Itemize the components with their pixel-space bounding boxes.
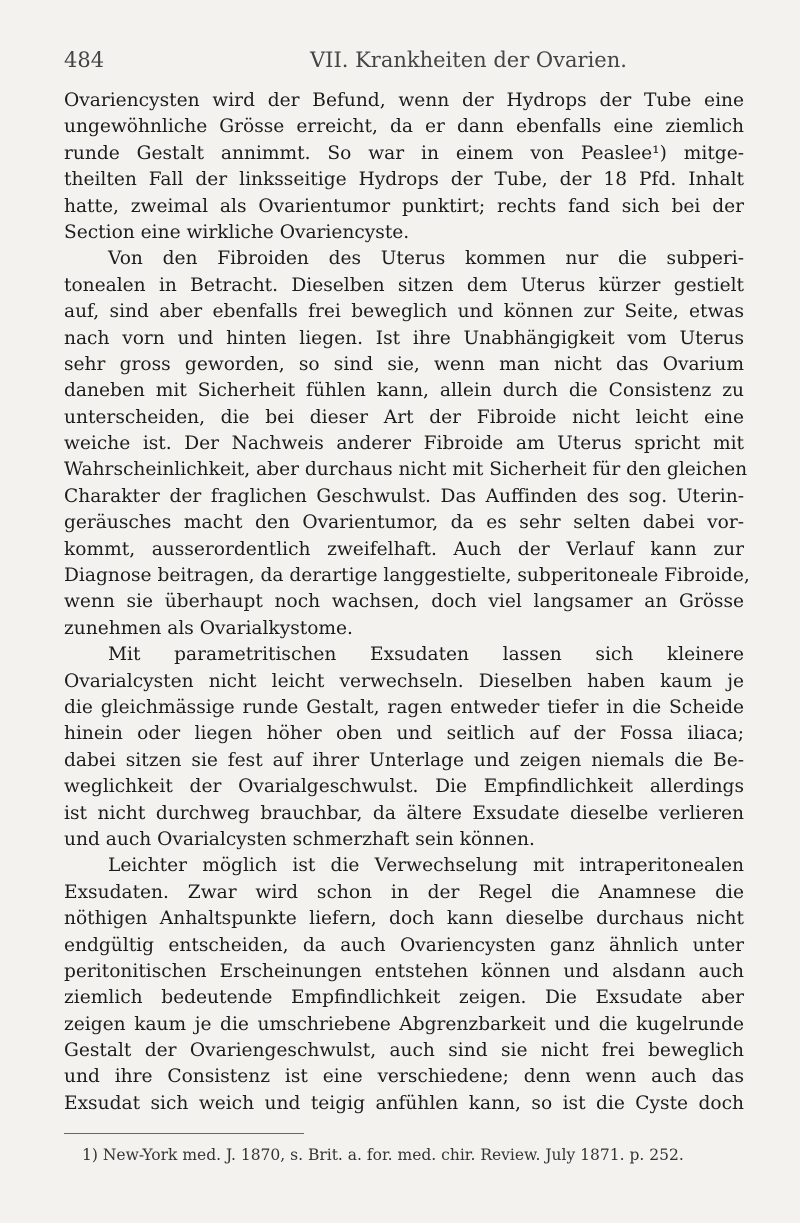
text-line: hatte, zweimal als Ovarientumor punktirt; rechts fand sich bei der xyxy=(64,195,744,217)
text-line: runde Gestalt annimmt. So war in einem von Peaslee¹) mitge- xyxy=(64,142,744,164)
text-line: Von den Fibroiden des Uterus kommen nur die subperi- xyxy=(108,248,744,270)
text-line: Exsudaten. Zwar wird schon in der Regel die Anamnese die xyxy=(64,881,744,903)
text-line: auf, sind aber ebenfalls frei beweglich und können zur Seite, etwas xyxy=(64,301,744,323)
text-line: Charakter der fraglichen Geschwulst. Das Auffinden des sog. Uterin- xyxy=(64,485,744,507)
footnote-divider xyxy=(64,1133,304,1134)
body-text xyxy=(64,88,750,1117)
text-line: ungewöhnliche Grösse erreicht, da er dann ebenfalls eine ziemlich xyxy=(64,116,744,138)
text-line: weiche ist. Der Nachweis anderer Fibroide am Uterus spricht mit xyxy=(64,433,744,455)
text-line: endgültig entscheiden, da auch Ovariencysten ganz ähnlich unter xyxy=(64,934,744,956)
text-line: sehr gross geworden, so sind sie, wenn man nicht das Ovarium xyxy=(64,353,744,375)
text-line: Gestalt der Ovariengeschwulst, auch sind sie nicht frei beweglich xyxy=(64,1040,744,1062)
text-line: unterscheiden, die bei dieser Art der Fibroide nicht leicht eine xyxy=(64,406,744,428)
page-header xyxy=(64,48,744,78)
page-number: 484 xyxy=(64,48,105,72)
text-line: Ovariencysten wird der Befund, wenn der Hydrops der Tube eine xyxy=(64,90,744,111)
text-line: wenn sie überhaupt noch wachsen, doch viel langsamer an Grösse xyxy=(64,591,744,613)
text-line: nach vorn und hinten liegen. Ist ihre Unabhängigkeit vom Uterus xyxy=(64,327,744,349)
text-line: dabei sitzen sie fest auf ihrer Unterlage und zeigen niemals die Be- xyxy=(64,749,744,771)
text-line: ziemlich bedeutende Empfindlichkeit zeigen. Die Exsudate aber xyxy=(64,987,744,1009)
text-line: zunehmen als Ovarialkystome. xyxy=(64,617,353,639)
text-line: hinein oder liegen höher oben und seitlich auf der Fossa iliaca; xyxy=(64,723,744,745)
text-line: Ovarialcysten nicht leicht verwechseln. Dieselben haben kaum je xyxy=(64,670,744,692)
text-line: Wahrscheinlichkeit, aber durchaus nicht mit Sicherheit für den gleichen xyxy=(64,459,748,481)
text-line: ist nicht durchweg brauchbar, da ältere Exsudate dieselbe verlieren xyxy=(64,802,744,824)
text-line: Mit parametritischen Exsudaten lassen sich kleinere xyxy=(108,644,744,666)
text-line: und ihre Consistenz ist eine verschiedene; denn wenn auch das xyxy=(64,1066,744,1088)
text-line: zeigen kaum je die umschriebene Abgrenzbarkeit und die kugelrunde xyxy=(64,1013,744,1035)
text-line: daneben mit Sicherheit fühlen kann, allein durch die Consistenz zu xyxy=(64,380,744,402)
text-line: Section eine wirkliche Ovariencyste. xyxy=(64,221,410,243)
text-line: tonealen in Betracht. Dieselben sitzen dem Uterus kürzer gestielt xyxy=(64,274,744,296)
text-line: kommt, ausserordentlich zweifelhaft. Auch der Verlauf kann zur xyxy=(64,538,744,560)
text-line: nöthigen Anhaltspunkte liefern, doch kann dieselbe durchaus nicht xyxy=(64,908,744,930)
text-line: geräusches macht den Ovarientumor, da es sehr selten dabei vor- xyxy=(64,512,744,534)
text-line: weglichkeit der Ovarialgeschwulst. Die Empfindlichkeit allerdings xyxy=(64,776,744,798)
running-head: VII. Krankheiten der Ovarien. xyxy=(310,48,627,72)
text-line: die gleichmässige runde Gestalt, ragen entweder tiefer in die Scheide xyxy=(64,696,744,718)
text-line: Diagnose beitragen, da derartige langgestielte, subperitoneale Fibroide, xyxy=(64,565,750,587)
text-line: Leichter möglich ist die Verwechselung mit intraperitonealen xyxy=(108,855,744,877)
text-line: Exsudat sich weich und teigig anfühlen kann, so ist die Cyste doch xyxy=(64,1092,744,1114)
footnote: 1) New-York med. J. 1870, s. Brit. a. for. med. chir. Review. July 1871. p. 252. xyxy=(82,1146,684,1164)
text-line: theilten Fall der linksseitige Hydrops der Tube, der 18 Pfd. Inhalt xyxy=(64,169,744,191)
text-line: und auch Ovarialcysten schmerzhaft sein können. xyxy=(64,828,535,850)
text-line: peritonitischen Erscheinungen entstehen können und alsdann auch xyxy=(64,960,744,982)
